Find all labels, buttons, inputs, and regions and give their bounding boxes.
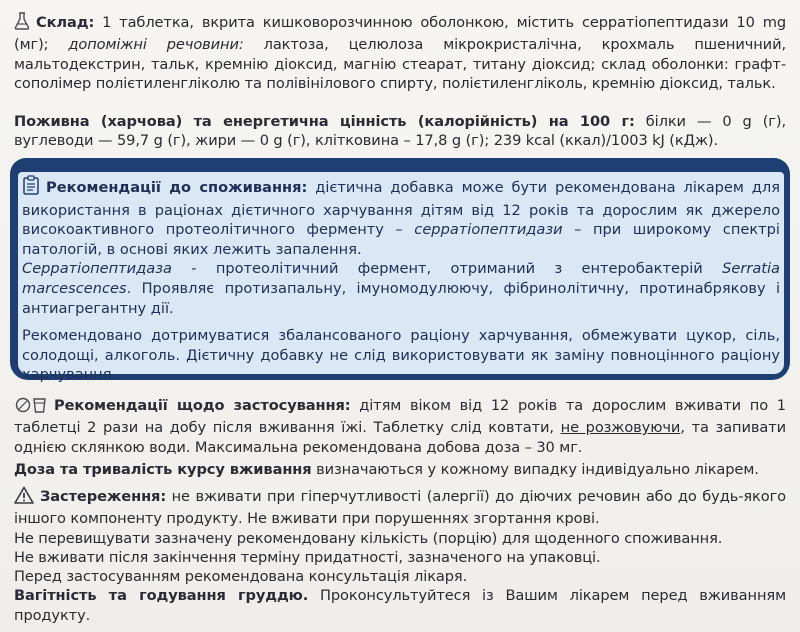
recommendations-text: дієтична добавка може бути рекомендована лікарем для використання в раціонах дієтичного харчування дітям від 12 років та дорослим як джерело високоактивного протеолітичного ферменту – [22, 179, 780, 239]
nutrition-label: Поживна (харчова) та енергетична цінність (калорійність) на 100 г: [14, 113, 635, 130]
warning-consultation: Перед застосуванням рекомендована консультація лікаря. [14, 568, 468, 586]
enzyme-description: - протеолітичний фермент, отриманий з ентеробактерій [171, 260, 723, 278]
diet-advice: Рекомендовано дотримуватися збалансованого раціону харчування, обмежувати цукор, сіль, солодощі, алкоголь. Дієтичну добавку не слід використовувати як заміну повноцінного раціону харчування. [22, 327, 780, 384]
enzyme-name: серратіопептидази [414, 221, 563, 239]
composition-section [14, 12, 786, 93]
dose-text: визначаються у кожному випадку індивідуально лікарем. [311, 461, 759, 478]
recommendations-label: Рекомендації до споживання: [46, 179, 308, 196]
warning-expiry: Не вживати після закінчення терміну придатності, зазначеного на упаковці. [14, 548, 601, 566]
usage-text: дітям віком від 12 років та дорослим вживати по 1 таблетці 2 рази на добу після вживання їжі. Таблетку слід ковтати, [14, 397, 786, 437]
warning-dosage: Не перевищувати зазначену рекомендовану кількість (порцію) для щоденного споживання. [14, 529, 723, 547]
nutrition-text: білки — 0 g (г), вуглеводи — 59,7 g (г), жири — 0 g (г), клітковина – 17,8 g (г); 239 kcal (ккал)/1003 kJ (кДж). [14, 113, 786, 150]
warnings-label: Застереження: [40, 488, 167, 505]
warning-icon [14, 486, 34, 509]
bacteria-species: Serratia marcescences [22, 260, 780, 297]
warnings-section [14, 486, 786, 625]
auxiliary-label: допоміжні речовини: [68, 36, 244, 54]
no-chewing-text: не розжовуючи [560, 419, 681, 437]
composition-text: 1 таблетка, вкрита кишковорозчинною оболонкою, містить серратіопептидази 10 mg (мг); [14, 14, 786, 54]
nutrition-section [14, 112, 786, 151]
pregnancy-text: Проконсультуйтеся із Вашим лікарем перед вживанням продукту. [14, 587, 786, 624]
tablets-icon [14, 395, 48, 418]
recommendations-section [22, 175, 780, 385]
dose-section [14, 460, 786, 479]
auxiliary-text: лактоза, целюлоза мікрокристалічна, крохмаль пшеничний, мальтодекстрин, тальк, кремнію діоксид, магнію стеарат, титану діоксид; склад оболонки: графт-сополімер полієтиленгліколю та полівінілового спирту, полієтиленгліколь, кремнію діоксид, тальк. [14, 36, 786, 92]
usage-label: Рекомендації щодо застосування: [54, 397, 351, 414]
warnings-text: не вживати при гіперчутливості (алергії) до діючих речовин або до будь-якого іншого компоненту продукту. Не вживати при порушеннях згортання крові. [14, 488, 786, 528]
pregnancy-label: Вагітність та годування груддю. [14, 587, 309, 605]
enzyme-effects: . Проявляє протизапальну, імуномодулюючу, фібринолітичну, протинабрякову і антиагрегантну дії. [22, 279, 780, 317]
composition-label: Склад: [36, 14, 95, 31]
dose-label: Доза та тривалість курсу вживання [14, 461, 312, 478]
enzyme-title: Серратіопептидаза [22, 260, 172, 278]
clipboard-icon [22, 175, 40, 201]
flask-icon [14, 12, 30, 35]
usage-text-end: , та запивати однією склянкою води. Максимальна рекомендована добова доза – 30 мг. [14, 419, 786, 456]
usage-section [14, 395, 786, 457]
recommendations-text-end: – при широкому спектрі патологій, в основі яких лежить запалення. [22, 221, 780, 258]
